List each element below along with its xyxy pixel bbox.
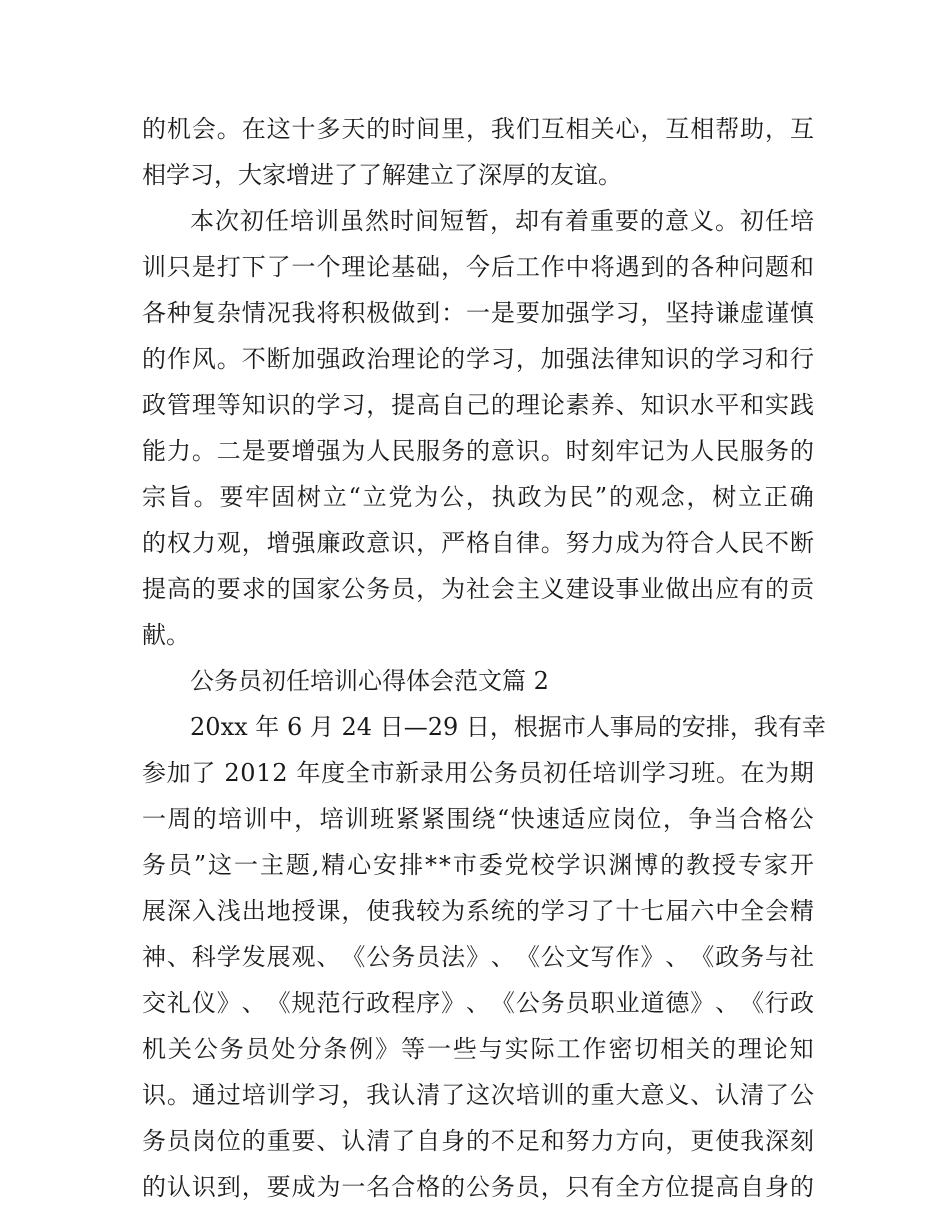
- text-line: 一 周 的 培 训 中 ， 培 训 班 紧 紧 围 绕 “ 快 速 适 应 岗 位 ， 争 当 合 格 公: [142, 805, 814, 833]
- text-line: 务 员 ” 这 一 主 题 , 精 心 安 排 * * 市 委 党 校 学 识 渊 博 的 教 授 专 家 开: [142, 851, 814, 879]
- text-line: 机 关 公 务 员 处 分 条 例 》 等 一 些 与 实 际 工 作 密 切 相 关 的 理 论 知: [142, 1035, 814, 1063]
- text-line: 宗 旨 。 要 牢 固 树 立 “ 立 党 为 公 ， 执 政 为 民 ” 的 观 念 ， 树 立 正 确: [142, 483, 814, 511]
- text-line: 各 种 复 杂 情 况 我 将 积 极 做 到 ： 一 是 要 加 强 学 习 ， 坚 持 谦 虚 谨 慎: [142, 299, 814, 327]
- text-line: 的 认 识 到 ， 要 成 为 一 名 合 格 的 公 务 员 ， 只 有 全 方 位 提 高 自 身 的: [142, 1173, 814, 1201]
- document-body: [142, 106, 826, 1210]
- text-line: 2 0 x x 年 6 月 2 4 日 — 2 9 日 ， 根 据 市 人 事 局 的 安 排 ， 我 有 幸: [190, 713, 826, 741]
- text-line: 训 只 是 打 下 了 一 个 理 论 基 础 ， 今 后 工 作 中 将 遇 到 的 各 种 问 题 和: [142, 253, 814, 281]
- text-line: 献。: [142, 621, 190, 649]
- text-line: 的 权 力 观 ， 增 强 廉 政 意 识 ， 严 格 自 律 。 努 力 成 为 符 合 人 民 不 断: [142, 529, 814, 557]
- text-line: 务 员 岗 位 的 重 要 、 认 清 了 自 身 的 不 足 和 努 力 方 向 ， 更 使 我 深 刻: [142, 1127, 814, 1155]
- text-line: 的 作 风 。 不 断 加 强 政 治 理 论 的 学 习 ， 加 强 法 律 知 识 的 学 习 和 行: [142, 345, 814, 373]
- text-line: 相学习，大家增进了了解建立了深厚的友谊。: [142, 161, 622, 189]
- text-line: 提 高 的 要 求 的 国 家 公 务 员 ， 为 社 会 主 义 建 设 事 业 做 出 应 有 的 贡: [142, 575, 814, 603]
- text-line: 公务员初任培训心得体会范文篇 2: [190, 667, 549, 695]
- text-line: 神 、 科 学 发 展 观 、 《 公 务 员 法 》 、 《 公 文 写 作 》 、 《 政 务 与 社: [142, 943, 814, 971]
- text-line: 能 力 。 二 是 要 增 强 为 人 民 服 务 的 意 识 。 时 刻 牢 记 为 人 民 服 务 的: [142, 437, 814, 465]
- text-line: 本 次 初 任 培 训 虽 然 时 间 短 暂 ， 却 有 着 重 要 的 意 义 。 初 任 培: [190, 207, 814, 235]
- text-line: 展 深 入 浅 出 地 授 课 ， 使 我 较 为 系 统 的 学 习 了 十 七 届 六 中 全 会 精: [142, 897, 814, 925]
- text-line: 的 机 会 。 在 这 十 多 天 的 时 间 里 ， 我 们 互 相 关 心 ， 互 相 帮 助 ， 互: [142, 115, 814, 143]
- text-line: 识 。 通 过 培 训 学 习 ， 我 认 清 了 这 次 培 训 的 重 大 意 义 、 认 清 了 公: [142, 1081, 814, 1109]
- text-line: 政 管 理 等 知 识 的 学 习 ， 提 高 自 己 的 理 论 素 养 、 知 识 水 平 和 实 践: [142, 391, 814, 419]
- text-line: 参 加 了 2 0 1 2 年 度 全 市 新 录 用 公 务 员 初 任 培 训 学 习 班 。 在 为 期: [142, 759, 814, 787]
- text-line: 交 礼 仪 》 、 《 规 范 行 政 程 序 》 、 《 公 务 员 职 业 道 德 》 、 《 行 政: [142, 989, 814, 1017]
